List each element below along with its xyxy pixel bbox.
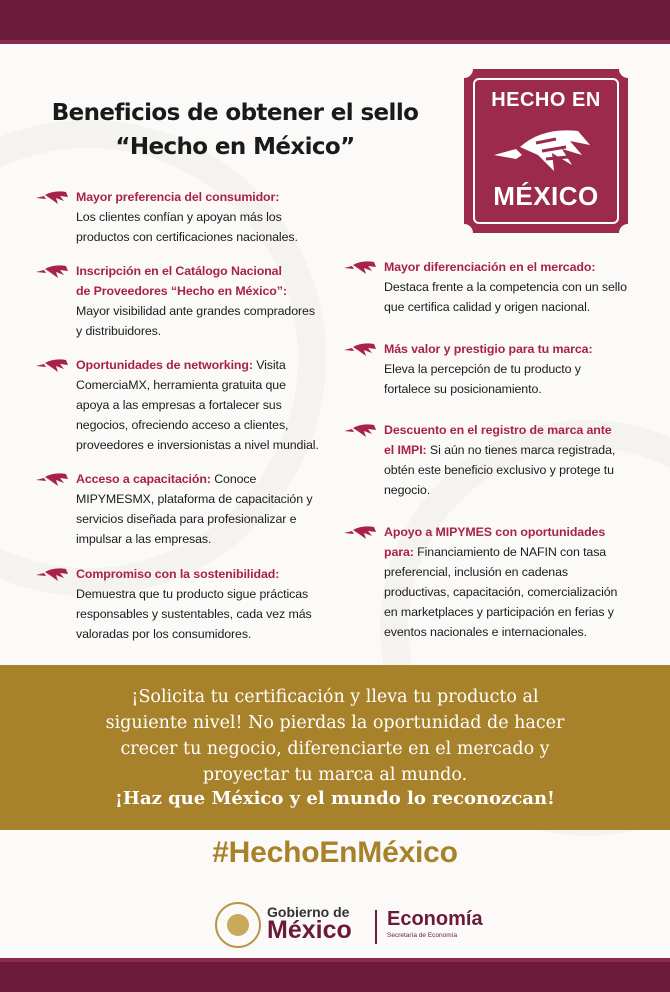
national-emblem-icon (215, 902, 261, 948)
mexico-label: México (267, 916, 352, 944)
benefit-item: Mayor diferenciación en el mercado: Destaca frente a la competencia con un sello que certifica calidad y origen nacional. (344, 257, 654, 321)
eagle-bullet-icon (36, 358, 68, 372)
gobierno-label: Gobierno de (267, 904, 350, 920)
eagle-icon (486, 121, 606, 181)
eagle-bullet-icon (36, 567, 68, 581)
cta-emphasis: ¡Haz que México y el mundo lo reconozcan! (115, 788, 555, 809)
logo-divider (375, 910, 377, 944)
eagle-bullet-icon (36, 472, 68, 486)
benefit-item: Acceso a capacitación: Conoce MIPYMESMX, plataforma de capacitación y servicios diseñada para profesionalizar e impulsar a las empresas. (36, 469, 336, 553)
hecho-en-mexico-seal (464, 69, 628, 233)
government-logos (215, 896, 505, 956)
cta-message: ¡Solicita tu certificación y lleva tu producto al siguiente nivel! No pierdas la oportunidad de hacer crecer tu negocio, diferenciarte en el mercado y proyectar tu marca al mundo. (105, 687, 565, 785)
top-bar (0, 0, 670, 44)
seal-line1: HECHO EN (491, 89, 601, 111)
eagle-bullet-icon (36, 264, 68, 278)
bottom-bar (0, 958, 670, 992)
eagle-bullet-icon (344, 525, 376, 539)
benefit-item: Más valor y prestigio para tu marca: Eleva la percepción de tu producto y fortalece su posicionamiento. (344, 339, 654, 403)
eagle-bullet-icon (36, 190, 68, 204)
benefit-item: Mayor preferencia del consumidor: Los clientes confían y apoyan más los productos con certificaciones nacionales. (36, 187, 336, 247)
benefit-item: Inscripción en el Catálogo Nacional de Proveedores “Hecho en México”: Mayor visibilidad ante grandes compradores y distribuidores. (36, 261, 336, 345)
secretaria-label: Secretaría de Economía (387, 932, 458, 939)
seal-line2: MÉXICO (493, 181, 599, 211)
eagle-bullet-icon (344, 423, 376, 437)
page-title: Beneficios de obtener el sello “Hecho en México” (51, 100, 419, 160)
benefit-item: Descuento en el registro de marca ante el IMPI: Si aún no tienes marca registrada, obtén este beneficio exclusivo y protege tu negocio. (344, 420, 654, 504)
benefit-item: Compromiso con la sostenibilidad: Demuestra que tu producto sigue prácticas responsables y sustentables, cada vez más valoradas por los consumidores. (36, 564, 336, 648)
benefit-item: Apoyo a MIPYMES con oportunidades para: Financiamiento de NAFIN con tasa preferencial, inclusión en cadenas productivas, capacitación, comercialización en marketplaces y participación en ferias y eventos nacionales e internacionales. (344, 522, 654, 646)
economia-label: Economía (387, 908, 483, 930)
call-to-action-banner (0, 665, 670, 830)
eagle-bullet-icon (344, 260, 376, 274)
benefit-item: Oportunidades de networking: Visita ComerciaMX, herramienta gratuita que apoya a las empresas a fortalecer sus negocios, ofreciendo acceso a clientes, proveedores e inversionistas a nivel mundial. (36, 355, 336, 459)
hashtag: #HechoEnMéxico (212, 836, 458, 869)
eagle-bullet-icon (344, 342, 376, 356)
